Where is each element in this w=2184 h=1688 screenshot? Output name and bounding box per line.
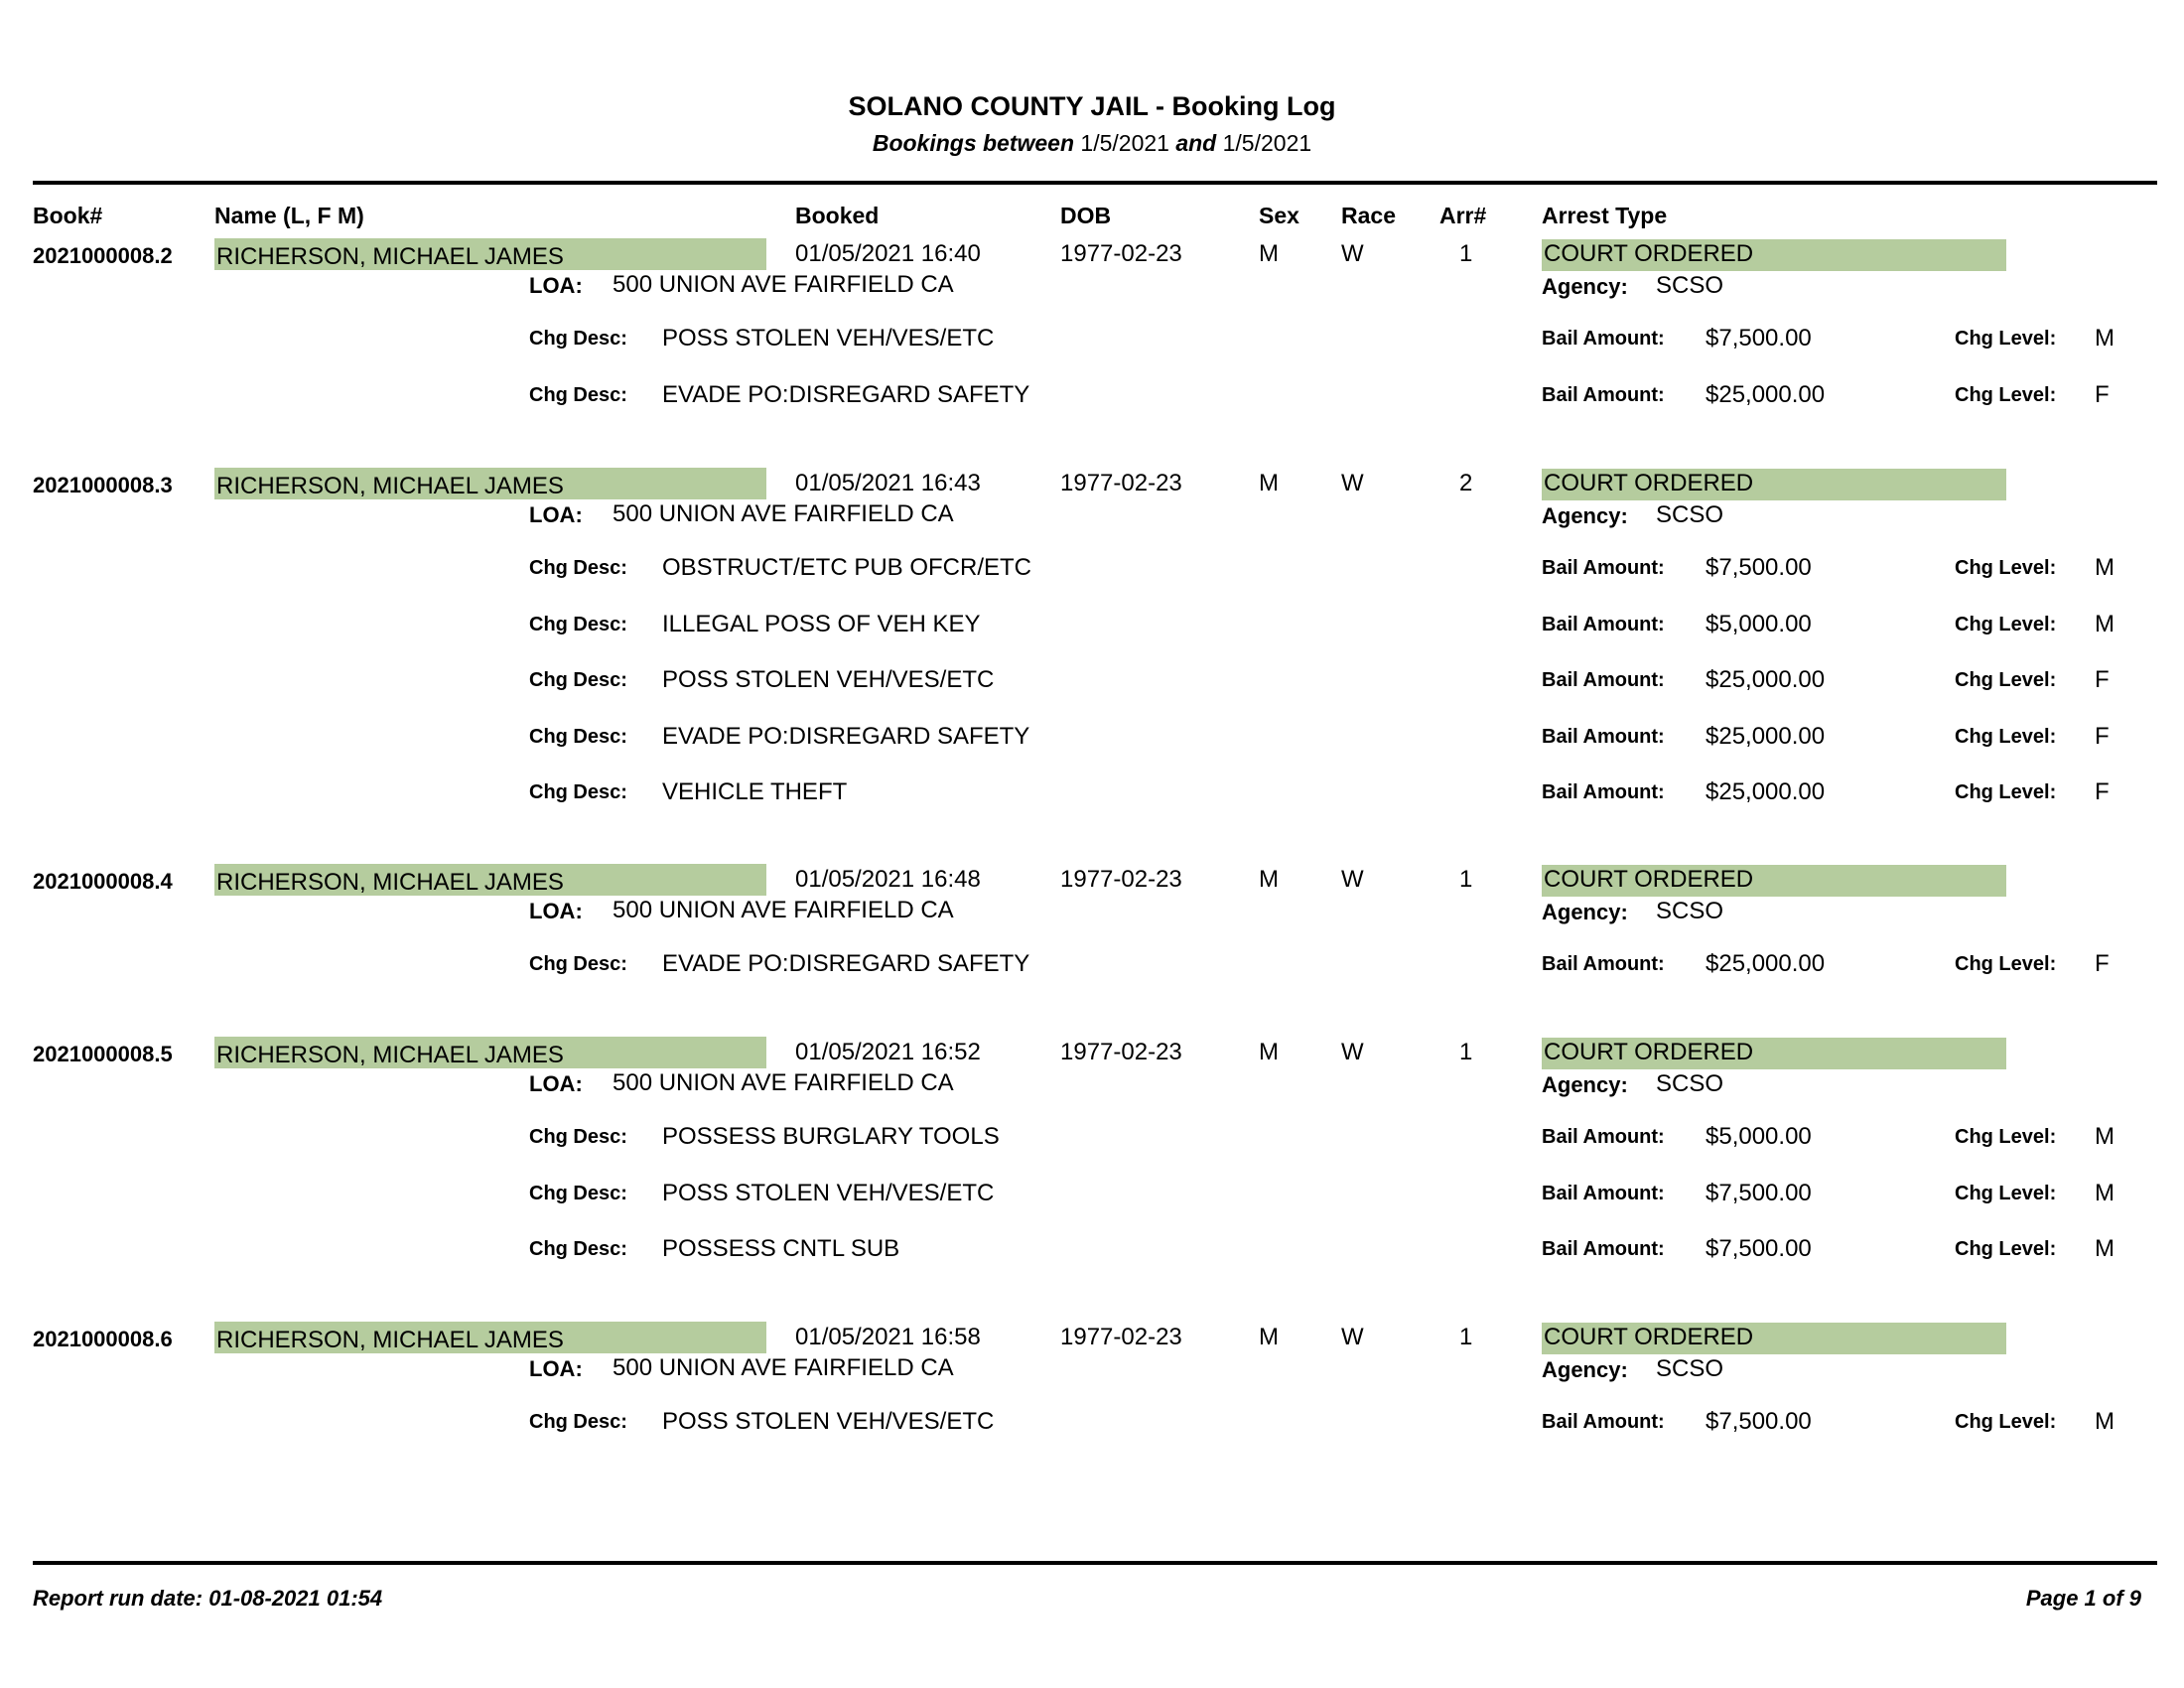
arrest-type: COURT ORDERED [1544, 470, 1754, 496]
charge-level: M [2095, 1408, 2115, 1435]
race: W [1341, 1039, 1364, 1065]
charge-desc-label: Chg Desc: [529, 383, 627, 406]
dob: 1977-02-23 [1060, 1039, 1182, 1065]
loa-value: 500 UNION AVE FAIRFIELD CA [613, 271, 954, 298]
charge-desc: ILLEGAL POSS OF VEH KEY [662, 610, 981, 637]
booked-datetime: 01/05/2021 16:58 [795, 1324, 981, 1350]
arrest-type-highlight [1542, 469, 2006, 500]
booked-datetime: 01/05/2021 16:52 [795, 1039, 981, 1065]
book-number: 2021000008.5 [33, 1042, 173, 1066]
bail-amount: $25,000.00 [1706, 778, 1826, 805]
charge-desc: EVADE PO:DISREGARD SAFETY [662, 722, 1030, 750]
charge-desc-label: Chg Desc: [529, 781, 627, 803]
bail-amount: $7,500.00 [1706, 1408, 1812, 1435]
col-race: Race [1341, 203, 1396, 228]
charge-level-label: Chg Level: [1955, 781, 2057, 803]
charge-desc-label: Chg Desc: [529, 953, 627, 975]
dob: 1977-02-23 [1060, 240, 1182, 267]
arrest-number: 1 [1459, 240, 1473, 267]
dob: 1977-02-23 [1060, 866, 1182, 893]
agency-value: SCSO [1656, 1070, 1724, 1097]
arrest-type-highlight [1542, 239, 2006, 271]
charge-desc: POSS STOLEN VEH/VES/ETC [662, 1179, 995, 1206]
bail-amount: $25,000.00 [1706, 380, 1826, 408]
booked-datetime: 01/05/2021 16:43 [795, 470, 981, 496]
charge-level: F [2095, 380, 2110, 408]
bail-amount-label: Bail Amount: [1542, 328, 1665, 350]
agency-label: Agency: [1542, 1072, 1628, 1097]
charge-desc-label: Chg Desc: [529, 1238, 627, 1260]
arrest-number: 1 [1459, 1039, 1473, 1065]
dob: 1977-02-23 [1060, 470, 1182, 496]
page-number: Page 1 of 9 [2025, 1586, 2141, 1611]
agency-value: SCSO [1656, 501, 1724, 528]
bail-amount-label: Bail Amount: [1542, 613, 1665, 635]
charge-level-label: Chg Level: [1955, 953, 2057, 975]
dob: 1977-02-23 [1060, 1324, 1182, 1350]
race: W [1341, 470, 1364, 496]
charge-desc: POSS STOLEN VEH/VES/ETC [662, 325, 995, 352]
bail-amount-label: Bail Amount: [1542, 557, 1665, 579]
agency-label: Agency: [1542, 900, 1628, 924]
arrest-type: COURT ORDERED [1544, 866, 1754, 893]
bail-amount: $7,500.00 [1706, 325, 1812, 352]
charge-level-label: Chg Level: [1955, 613, 2057, 635]
charge-desc: POSSESS CNTL SUB [662, 1235, 900, 1262]
bail-amount-label: Bail Amount: [1542, 953, 1665, 975]
loa-value: 500 UNION AVE FAIRFIELD CA [613, 500, 954, 527]
agency-value: SCSO [1656, 1355, 1724, 1382]
col-name: Name (L, F M) [214, 203, 364, 228]
charge-level-label: Chg Level: [1955, 557, 2057, 579]
sex: M [1259, 1039, 1279, 1065]
bail-amount: $5,000.00 [1706, 1123, 1812, 1150]
race: W [1341, 1324, 1364, 1350]
charge-level: F [2095, 778, 2110, 805]
loa-label: LOA: [529, 1071, 583, 1096]
bail-amount: $25,000.00 [1706, 950, 1826, 977]
charge-level-label: Chg Level: [1955, 1182, 2057, 1204]
loa-label: LOA: [529, 273, 583, 298]
report-run-date: Report run date: 01-08-2021 01:54 [33, 1586, 383, 1611]
charge-desc-label: Chg Desc: [529, 1182, 627, 1204]
charge-level: M [2095, 1123, 2115, 1150]
arrest-number: 2 [1459, 470, 1473, 496]
col-sex: Sex [1259, 203, 1299, 228]
bail-amount: $25,000.00 [1706, 722, 1826, 750]
arrest-type: COURT ORDERED [1544, 1039, 1754, 1065]
col-dob: DOB [1060, 203, 1112, 228]
agency-label: Agency: [1542, 503, 1628, 528]
agency-value: SCSO [1656, 898, 1724, 924]
charge-level: M [2095, 1179, 2115, 1206]
name-highlight [214, 468, 766, 499]
arrest-type-highlight [1542, 1323, 2006, 1354]
charge-desc-label: Chg Desc: [529, 613, 627, 635]
race: W [1341, 240, 1364, 267]
charge-desc-label: Chg Desc: [529, 557, 627, 579]
charge-level: M [2095, 554, 2115, 581]
booked-datetime: 01/05/2021 16:48 [795, 866, 981, 893]
charge-level: F [2095, 722, 2110, 750]
bail-amount: $5,000.00 [1706, 610, 1812, 637]
loa-label: LOA: [529, 1356, 583, 1381]
bail-amount-label: Bail Amount: [1542, 669, 1665, 691]
date-from: 1/5/2021 [1080, 130, 1169, 156]
sex: M [1259, 240, 1279, 267]
book-number: 2021000008.4 [33, 869, 173, 894]
bail-amount: $7,500.00 [1706, 554, 1812, 581]
arrest-type: COURT ORDERED [1544, 240, 1754, 267]
loa-value: 500 UNION AVE FAIRFIELD CA [613, 897, 954, 923]
loa-label: LOA: [529, 899, 583, 923]
bail-amount-label: Bail Amount: [1542, 1182, 1665, 1204]
charge-level-label: Chg Level: [1955, 725, 2057, 748]
bail-amount-label: Bail Amount: [1542, 1411, 1665, 1433]
charge-desc: VEHICLE THEFT [662, 778, 848, 805]
footer-rule [33, 1561, 2157, 1565]
bail-amount-label: Bail Amount: [1542, 1238, 1665, 1260]
bail-amount: $7,500.00 [1706, 1179, 1812, 1206]
book-number: 2021000008.6 [33, 1327, 173, 1351]
charge-desc-label: Chg Desc: [529, 1126, 627, 1148]
sex: M [1259, 1324, 1279, 1350]
charge-level-label: Chg Level: [1955, 1411, 2057, 1433]
report-subtitle [0, 130, 2184, 157]
book-number: 2021000008.3 [33, 473, 173, 497]
charge-level-label: Chg Level: [1955, 383, 2057, 406]
charge-level-label: Chg Level: [1955, 1126, 2057, 1148]
name-highlight [214, 1322, 766, 1353]
arrest-number: 1 [1459, 1324, 1473, 1350]
charge-desc: POSS STOLEN VEH/VES/ETC [662, 1408, 995, 1435]
charge-desc: POSSESS BURGLARY TOOLS [662, 1123, 1000, 1150]
arrest-type: COURT ORDERED [1544, 1324, 1754, 1350]
bail-amount: $25,000.00 [1706, 666, 1826, 693]
col-book: Book# [33, 203, 103, 228]
arrest-type-highlight [1542, 1038, 2006, 1069]
inmate-name: RICHERSON, MICHAEL JAMES [216, 473, 564, 499]
col-arr: Arr# [1439, 203, 1487, 228]
bail-amount: $7,500.00 [1706, 1235, 1812, 1262]
arrest-number: 1 [1459, 866, 1473, 893]
charge-level-label: Chg Level: [1955, 669, 2057, 691]
charge-level: F [2095, 666, 2110, 693]
report-title: SOLANO COUNTY JAIL - Booking Log [848, 91, 1336, 121]
charge-level-label: Chg Level: [1955, 1238, 2057, 1260]
inmate-name: RICHERSON, MICHAEL JAMES [216, 1042, 564, 1068]
charge-level: M [2095, 325, 2115, 352]
arrest-type-highlight [1542, 865, 2006, 897]
col-arrest-type: Arrest Type [1542, 203, 1668, 228]
loa-label: LOA: [529, 502, 583, 527]
book-number: 2021000008.2 [33, 243, 173, 268]
charge-level-label: Chg Level: [1955, 328, 2057, 350]
bail-amount-label: Bail Amount: [1542, 383, 1665, 406]
subtitle-prefix: Bookings between [872, 130, 1075, 156]
charge-desc-label: Chg Desc: [529, 328, 627, 350]
charge-level: M [2095, 1235, 2115, 1262]
sex: M [1259, 470, 1279, 496]
inmate-name: RICHERSON, MICHAEL JAMES [216, 869, 564, 896]
inmate-name: RICHERSON, MICHAEL JAMES [216, 1327, 564, 1353]
charge-desc-label: Chg Desc: [529, 725, 627, 748]
charge-desc: POSS STOLEN VEH/VES/ETC [662, 666, 995, 693]
loa-value: 500 UNION AVE FAIRFIELD CA [613, 1069, 954, 1096]
bail-amount-label: Bail Amount: [1542, 1126, 1665, 1148]
inmate-name: RICHERSON, MICHAEL JAMES [216, 243, 564, 270]
agency-label: Agency: [1542, 274, 1628, 299]
charge-level: M [2095, 610, 2115, 637]
charge-desc-label: Chg Desc: [529, 1411, 627, 1433]
agency-label: Agency: [1542, 1357, 1628, 1382]
bail-amount-label: Bail Amount: [1542, 781, 1665, 803]
charge-desc-label: Chg Desc: [529, 669, 627, 691]
header-rule [33, 181, 2157, 185]
name-highlight [214, 1037, 766, 1068]
charge-desc: EVADE PO:DISREGARD SAFETY [662, 380, 1030, 408]
col-booked: Booked [795, 203, 880, 228]
agency-value: SCSO [1656, 272, 1724, 299]
charge-desc: EVADE PO:DISREGARD SAFETY [662, 950, 1030, 977]
sex: M [1259, 866, 1279, 893]
charge-level: F [2095, 950, 2110, 977]
race: W [1341, 866, 1364, 893]
charge-desc: OBSTRUCT/ETC PUB OFCR/ETC [662, 554, 1032, 581]
date-to: 1/5/2021 [1222, 130, 1312, 156]
bail-amount-label: Bail Amount: [1542, 725, 1665, 748]
name-highlight [214, 238, 766, 270]
subtitle-and: and [1175, 130, 1217, 156]
loa-value: 500 UNION AVE FAIRFIELD CA [613, 1354, 954, 1381]
booked-datetime: 01/05/2021 16:40 [795, 240, 981, 267]
name-highlight [214, 864, 766, 896]
